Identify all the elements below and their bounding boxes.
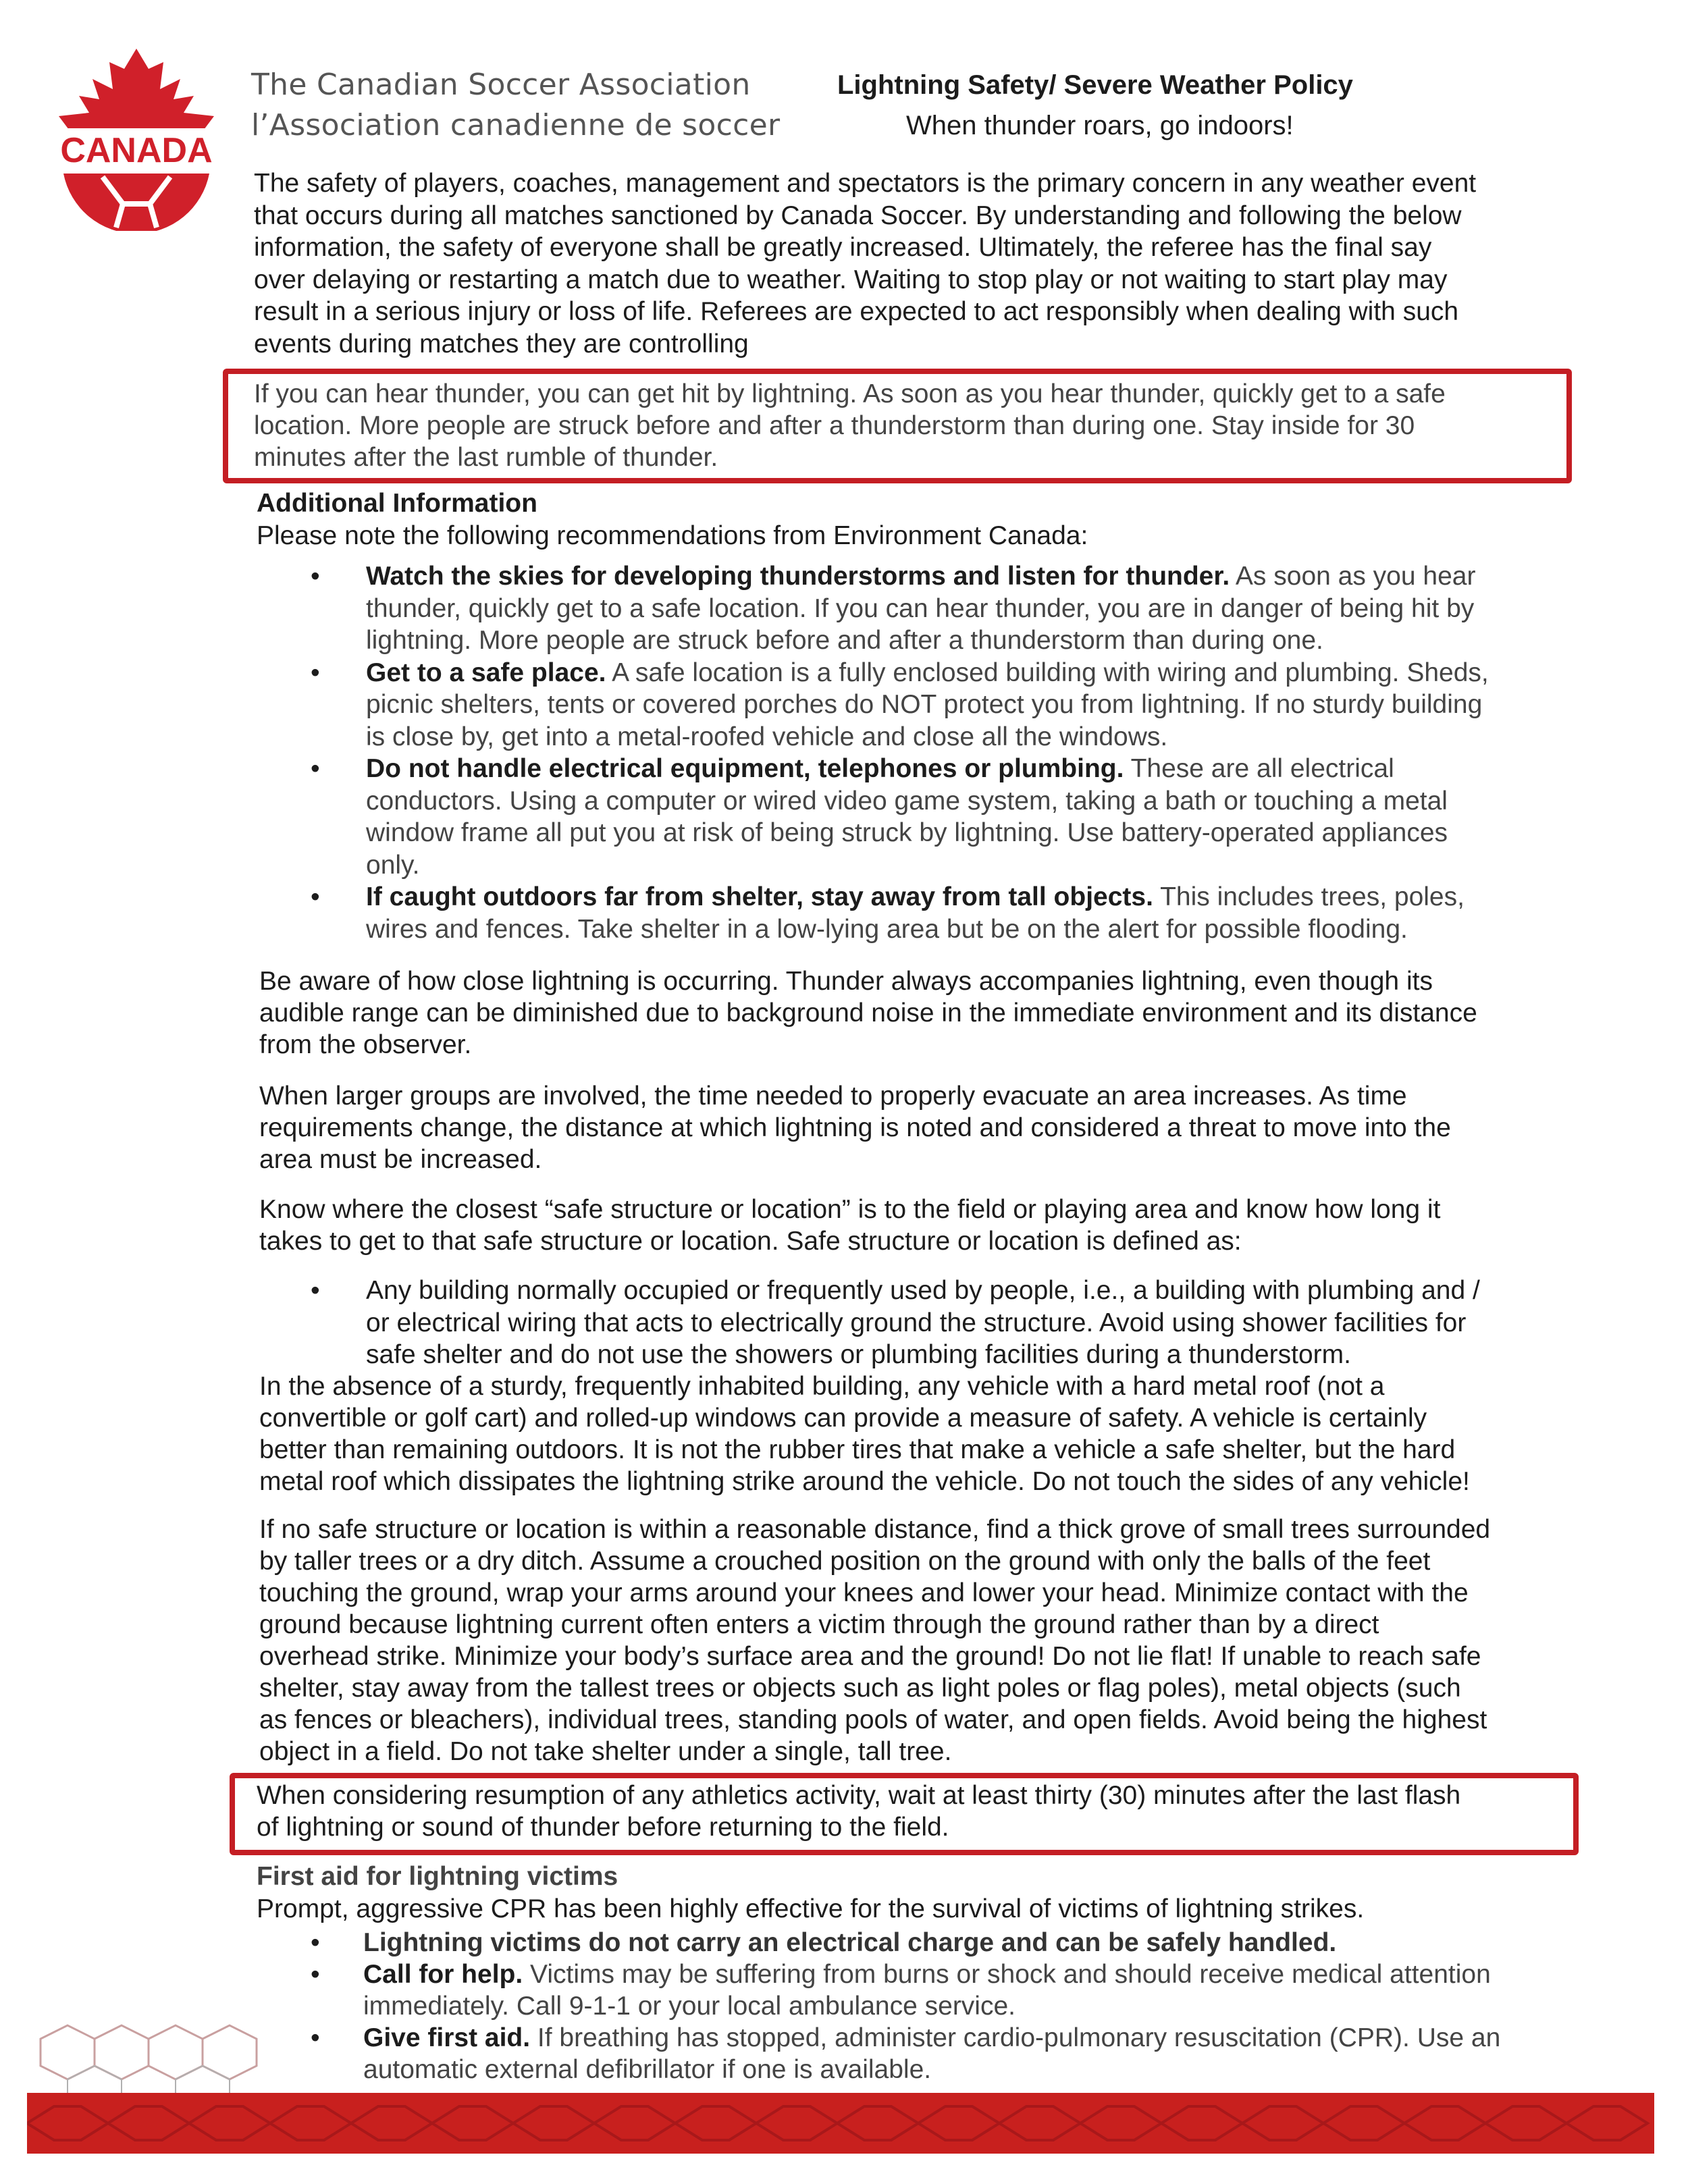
resumption-callout-text: When considering resumption of any athletics activity, wait at least thirty (30) minutes after the last flash of lightning or sound of thunder before returning to the field. [257, 1781, 1461, 1842]
absence-paragraph: In the absence of a sturdy, frequently inhabited building, any vehicle with a hard metal roof (not a convertible or golf cart) and rolled-up windows can provide a measure of safety. A vehicle is certainly better than remaining outdoors. It is not the rubber tires that make a vehicle a safe shelter, but the hard metal roof which dissipates the lightning strike around the vehicle. Do not touch the sides of any vehicle! [259, 1372, 1470, 1496]
list-item: • If caught outdoors far from shelter, stay away from tall objects. This includes trees, poles, wires and fences. Take shelter in a low-lying area but be on the alert for possible flooding. [311, 882, 1465, 944]
thunder-callout-text: If you can hear thunder, you can get hit by lightning. As soon as you hear thunder, quickly get to a safe location. More people are struck before and after a thunderstorm than during one. Stay inside for 30 minutes after the last rumble of thunder. [254, 379, 1446, 472]
logo-wordmark: CANADA [60, 131, 213, 170]
know-paragraph: Know where the closest “safe structure or location” is to the field or playing area and know how long it takes to get to that safe structure or location. Safe structure or location is defined as: [259, 1195, 1441, 1256]
policy-subtitle: When thunder roars, go indoors! [906, 111, 1294, 140]
organization-name [251, 65, 780, 146]
soccer-ball-icon [63, 174, 209, 231]
aware-paragraph: Be aware of how close lightning is occurring. Thunder always accompanies lightning, even though its audible range can be diminished due to background noise in the immediate environment and its distance from the observer. [259, 967, 1477, 1059]
no-safe-structure-paragraph: If no safe structure or location is within a reasonable distance, find a thick grove of small trees surrounded by taller trees or a dry ditch. Assume a crouched position on the ground with only the balls of the feet touching the ground, wrap your arms around your knees and lower your head. Minimize contact with the ground because lightning current often enters a victim through the ground rather than by a direct overhead strike. Minimize your body’s surface area and the ground! Do not lie flat! If unable to reach safe shelter, stay away from the tallest trees or objects such as light poles or flag poles), metal objects (such as fences or bleachers), individual trees, standing pools of water, and open fields. Avoid being the highest object in a field. Do not take shelter under a single, tall tree. [259, 1515, 1491, 1766]
org-name-en: The Canadian Soccer Association [251, 68, 751, 102]
list-item: • Lightning victims do not carry an electrical charge and can be safely handled. [311, 1928, 1337, 1957]
groups-paragraph: When larger groups are involved, the time needed to properly evacuate an area increases. As time requirements change, the distance at which lightning is noted and considered a threat to move into the area must be increased. [259, 1082, 1451, 1174]
safe-structure-list [263, 1275, 1480, 1371]
additional-info-lead: Please note the following recommendations from Environment Canada: [257, 521, 1088, 550]
list-item: • Do not handle electrical equipment, telephones or plumbing. These are all electrical conductors. Using a computer or wired video game system, taking a bath or touching a metal window frame all put you at risk of being struck by lightning. Use battery-operated appliances only. [311, 754, 1448, 880]
hexagon-pattern-icon [20, 2019, 304, 2100]
first-aid-heading: First aid for lightning victims [257, 1862, 618, 1891]
org-name-fr: l’Association canadienne de soccer [251, 108, 781, 142]
footer-band [27, 2093, 1654, 2154]
canada-soccer-logo [49, 49, 224, 231]
list-item: • Give first aid. If breathing has stopped, administer cardio-pulmonary resuscitation (CPR). Use an automatic external defibrillator if one is available. [311, 2023, 1501, 2084]
policy-title: Lightning Safety/ Severe Weather Policy [837, 70, 1353, 100]
additional-info-heading: Additional Information [257, 489, 537, 518]
first-aid-list [263, 1927, 1500, 2085]
list-item: • Get to a safe place. A safe location is a fully enclosed building with wiring and plumbing. Sheds, picnic shelters, tents or covered porches do NOT protect you from lightning. If no sturdy building is close by, get into a metal-roofed vehicle and close all the windows. [311, 658, 1489, 751]
first-aid-lead: Prompt, aggressive CPR has been highly effective for the survival of victims of lightning strikes. [257, 1894, 1365, 1923]
intro-paragraph: The safety of players, coaches, management and spectators is the primary concern in any weather event that occurs during all matches sanctioned by Canada Soccer. By understanding and following the below information, the safety of everyone shall be greatly increased. Ultimately, the referee has the final say over delaying or restarting a match due to weather. Waiting to stop play or not waiting to start play may result in a serious injury or loss of life. Referees are expected to act responsibly when dealing with such events during matches they are controlling [254, 169, 1477, 358]
environment-canada-list [263, 560, 1489, 945]
list-item: • Call for help. Victims may be suffering from burns or shock and should receive medical attention immediately. Call 9-1-1 or your local ambulance service. [311, 1960, 1491, 2021]
list-item: • Watch the skies for developing thunderstorms and listen for thunder. As soon as you hear thunder, quickly get to a safe location. If you can hear thunder, you are in danger of being hit by lightning. More people are struck before and after a thunderstorm than during one. [311, 562, 1476, 655]
list-item: • Any building normally occupied or frequently used by people, i.e., a building with plumbing and / or electrical wiring that acts to electrically ground the structure. Avoid using shower facilities for safe shelter and do not use the showers or plumbing facilities during a thunderstorm. [311, 1276, 1480, 1369]
maple-leaf-icon [59, 49, 214, 130]
